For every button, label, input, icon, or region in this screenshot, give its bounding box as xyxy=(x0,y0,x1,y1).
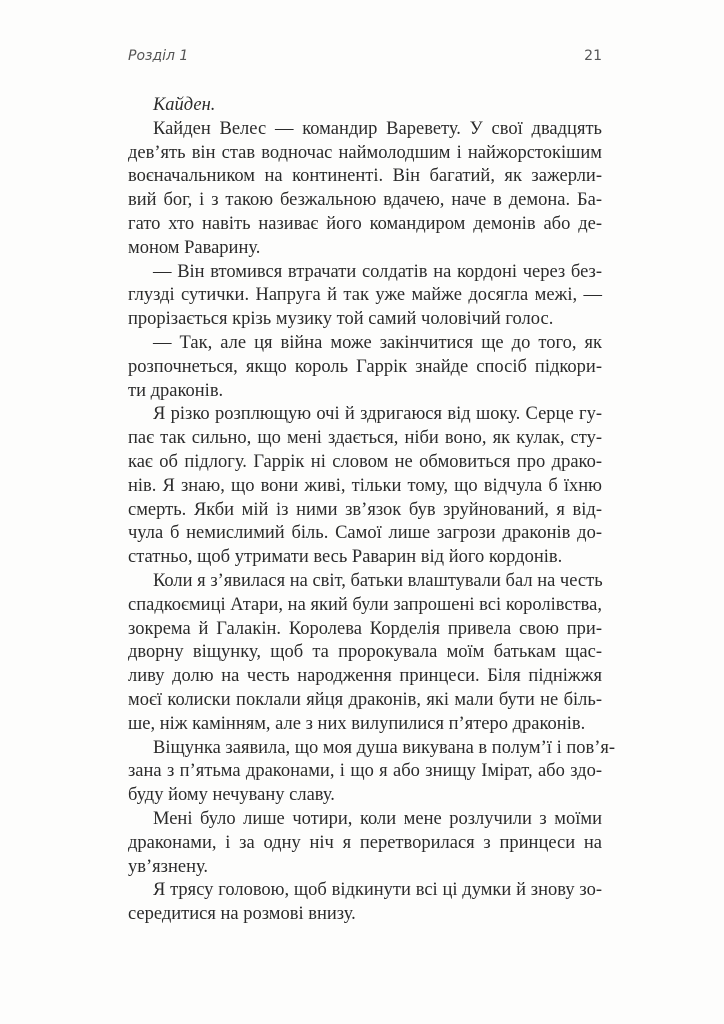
text-line: — Так, але ця війна може закінчитися ще до того, як xyxy=(153,332,602,353)
text-line: статньо, щоб утримати весь Раварин від його кордонів. xyxy=(128,547,563,568)
text-line: воєначальником на континенті. Він багатий, як зажерли- xyxy=(128,166,602,187)
text-line: спадкоємиці Атари, на який були запрошені всі королівства, xyxy=(128,594,602,615)
text-line: гато хто навіть називає його командиром демонів або де- xyxy=(128,213,602,234)
text-line: пає так сильно, що мені здається, ніби воно, як кулак, сту- xyxy=(128,428,602,449)
paragraph xyxy=(128,808,602,879)
text-line: Я різко розплющую очі й здригаюся від шоку. Серце гу- xyxy=(153,404,602,425)
text-line: Кайден Велес — командир Варевету. У свої двадцять xyxy=(153,118,602,139)
text-line: буду йому нечувану славу. xyxy=(128,785,335,806)
chapter-title: Розділ 1 xyxy=(128,48,189,64)
text-line: ше, ніж камінням, але з них вилупилися п’ятеро драконів. xyxy=(128,713,586,734)
text-line: дворну віщунку, щоб та пророкувала моїм батькам щас- xyxy=(128,642,602,663)
paragraph xyxy=(128,570,602,737)
text-line: ти драконів. xyxy=(128,380,224,401)
paragraph xyxy=(128,737,616,808)
paragraph xyxy=(128,94,602,118)
text-line: ливу долю на честь народження принцеси. Біля підніжжя xyxy=(128,666,602,687)
text-line: вий бог, і з такою безжальною вдачею, наче в демона. Ба- xyxy=(128,190,602,211)
text-line: ув’язнену. xyxy=(128,856,208,877)
text-line: смерть. Якби мій із ними зв’язок був зруйнований, я від- xyxy=(128,499,602,520)
text-line: прорізається крізь музику той самий чоловічий голос. xyxy=(128,309,554,330)
text-line: середитися на розмові внизу. xyxy=(128,904,356,925)
paragraph xyxy=(128,879,602,927)
page-number: 21 xyxy=(584,48,602,64)
text-line: моном Раварину. xyxy=(128,237,261,258)
running-header xyxy=(128,48,602,70)
text-line: Я трясу головою, щоб відкинути всі ці думки й знову зо- xyxy=(153,880,602,901)
paragraph xyxy=(128,332,602,403)
text-line: — Він втомився втрачати солдатів на кордоні через без- xyxy=(153,261,602,282)
text-line: драконами, і за одну ніч я перетворилася з принцеси на xyxy=(128,832,602,853)
paragraph xyxy=(128,403,602,570)
text-line: Кайден. xyxy=(153,95,216,115)
text-line: Коли я з’явилася на світ, батьки влаштували бал на честь xyxy=(153,570,603,591)
text-line: дев’ять він став водночас наймолодшим і найжорстокішим xyxy=(128,142,602,163)
text-line: нів. Я знаю, що вони живі, тільки тому, що відчула б їхню xyxy=(128,475,602,496)
text-line: розпочнеться, якщо король Гаррік знайде спосіб підкори- xyxy=(128,356,602,377)
text-line: глузді сутички. Напруга й так уже майже досягла межі, — xyxy=(128,285,602,306)
paragraph xyxy=(128,118,602,261)
text-line: Мені було лише чотири, коли мене розлучили з моїми xyxy=(153,808,602,829)
text-line: чула б немислимий біль. Самої лише загрози драконів до- xyxy=(128,523,602,544)
text-line: зана з п’ятьма драконами, і що я або знищу Імірат, або здо- xyxy=(128,761,602,782)
text-line: кає об підлогу. Гаррік ні словом не обмовиться про драко- xyxy=(128,451,602,472)
text-line: моєї колиски поклали яйця драконів, які мали бути не біль- xyxy=(128,689,602,710)
body-text xyxy=(128,94,616,927)
text-line: зокрема й Галакін. Королева Корделія привела свою при- xyxy=(128,618,602,639)
text-line: Віщунка заявила, що моя душа викувана в полум’ї і пов’я- xyxy=(153,737,616,758)
paragraph xyxy=(128,261,602,332)
